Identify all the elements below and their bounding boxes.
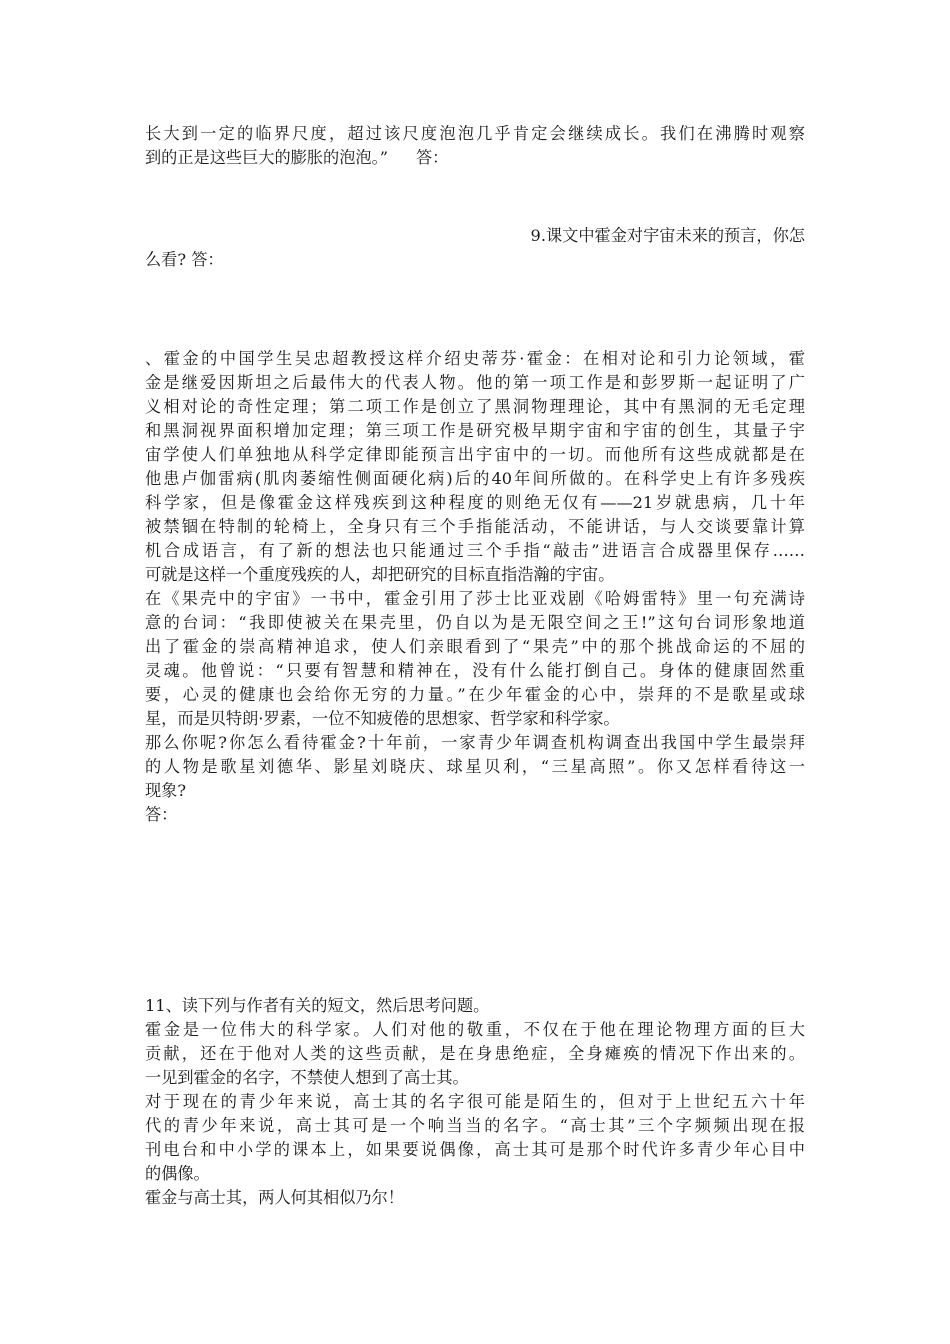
question-9-answer-label: 么看? 答： [145,250,224,269]
text-line: 在《果壳中的宇宙》一书中，霍金引用了莎士比亚戏剧《哈姆雷特》里一句充满诗 [145,589,805,608]
text-line [145,146,805,170]
text-line-content: 到的正是这些巨大的膨胀的泡泡。” [145,148,388,167]
text-line: 贡献，还在于他对人类的这些贡献，是在身患绝症，全身瘫痪的情况下作出来的。 [145,1044,805,1063]
text-line: 那么你呢?你怎么看待霍金?十年前，一家青少年调查机构调查出我国中学生最崇拜 [145,733,805,752]
question-10-passage [145,347,805,827]
question-9-prompt: 9.课文中霍金对宇宙未来的预言，你怎 [530,226,805,245]
question-9 [145,224,805,272]
answer-label: 答： [145,805,178,824]
text-line: 、霍金的中国学生吴忠超教授这样介绍史蒂芬·霍金：在相对论和引力论领域，霍 [145,349,805,368]
text-line: 义相对论的奇性定理；第二项工作是创立了黑洞物理理论，其中有黑洞的无毛定理 [145,397,805,416]
text-line: 金是继爱因斯坦之后最伟大的代表人物。他的第一项工作是和彭罗斯一起证明了广 [145,373,805,392]
question-11-prompt: 11、读下列与作者有关的短文，然后思考问题。 [145,996,490,1015]
text-line: 出了霍金的崇高精神追求，使人们亲眼看到了“果壳”中的那个挑战命运的不屈的 [145,637,805,656]
text-line: 刊电台和中小学的课本上，如果要说偶像，高士其可是那个时代许多青少年心目中 [145,1140,805,1159]
text-line: 机合成语言，有了新的想法也只能通过三个手指“敲击”进语言合成器里保存…… [145,541,805,560]
text-line: 霍金是一位伟大的科学家。人们对他的敬重，不仅在于他在理论物理方面的巨大 [145,1020,805,1039]
text-line: 和黑洞视界面积增加定理；第三项工作是研究极早期宇宙和宇宙的创生，其量子宇 [145,421,805,440]
text-line: 要，心灵的健康也会给你无穷的力量。”在少年霍金的心中，崇拜的不是歌星或球 [145,685,805,704]
text-line: 被禁锢在特制的轮椅上，全身只有三个手指能活动，不能讲话，与人交谈要靠计算 [145,517,805,536]
answer-label: 答： [416,148,449,167]
text-line: 可就是这样一个重度残疾的人，却把研究的目标直指浩瀚的宇宙。 [145,565,615,584]
text-line: 长大到一定的临界尺度，超过该尺度泡泡几乎肯定会继续成长。我们在沸腾时观察 [145,124,805,143]
text-line: 科学家，但是像霍金这样残疾到这种程度的则绝无仅有——21岁就患病，几十年 [145,493,805,512]
text-line: 灵魂。他曾说：“只要有智慧和精神在，没有什么能打倒自己。身体的健康固然重 [145,661,805,680]
text-line: 霍金与高士其，两人何其相似乃尔！ [145,1188,404,1207]
text-line: 的人物是歌星刘德华、影星刘晓庆、球星贝利，“三星高照”。你又怎样看待这一 [145,757,805,776]
text-line: 的偶像。 [145,1164,210,1183]
text-line: 代的青少年来说，高士其可是一个响当当的名字。“高士其”三个字频频出现在报 [145,1116,805,1135]
passage-excerpt-bubbles [145,122,805,170]
question-11 [145,994,805,1210]
text-line: 星，而是贝特朗·罗素，一位不知疲倦的思想家、哲学家和科学家。 [145,709,620,728]
text-line: 意的台词：“我即使被关在果壳里，仍自以为是无限空间之王!”这句台词形象地道 [145,613,805,632]
text-line: 一见到霍金的名字，不禁使人想到了高士其。 [145,1068,469,1087]
text-line: 他患卢伽雷病(肌肉萎缩性侧面硬化病)后的40年间所做的。在科学史上有许多残疾 [145,469,805,488]
text-line: 对于现在的青少年来说，高士其的名字很可能是陌生的，但对于上世纪五六十年 [145,1092,805,1111]
text-line: 现象? [145,781,187,800]
text-line: 宙学使人们单独地从科学定律即能预言出宇宙中的一切。而他所有这些成就都是在 [145,445,805,464]
